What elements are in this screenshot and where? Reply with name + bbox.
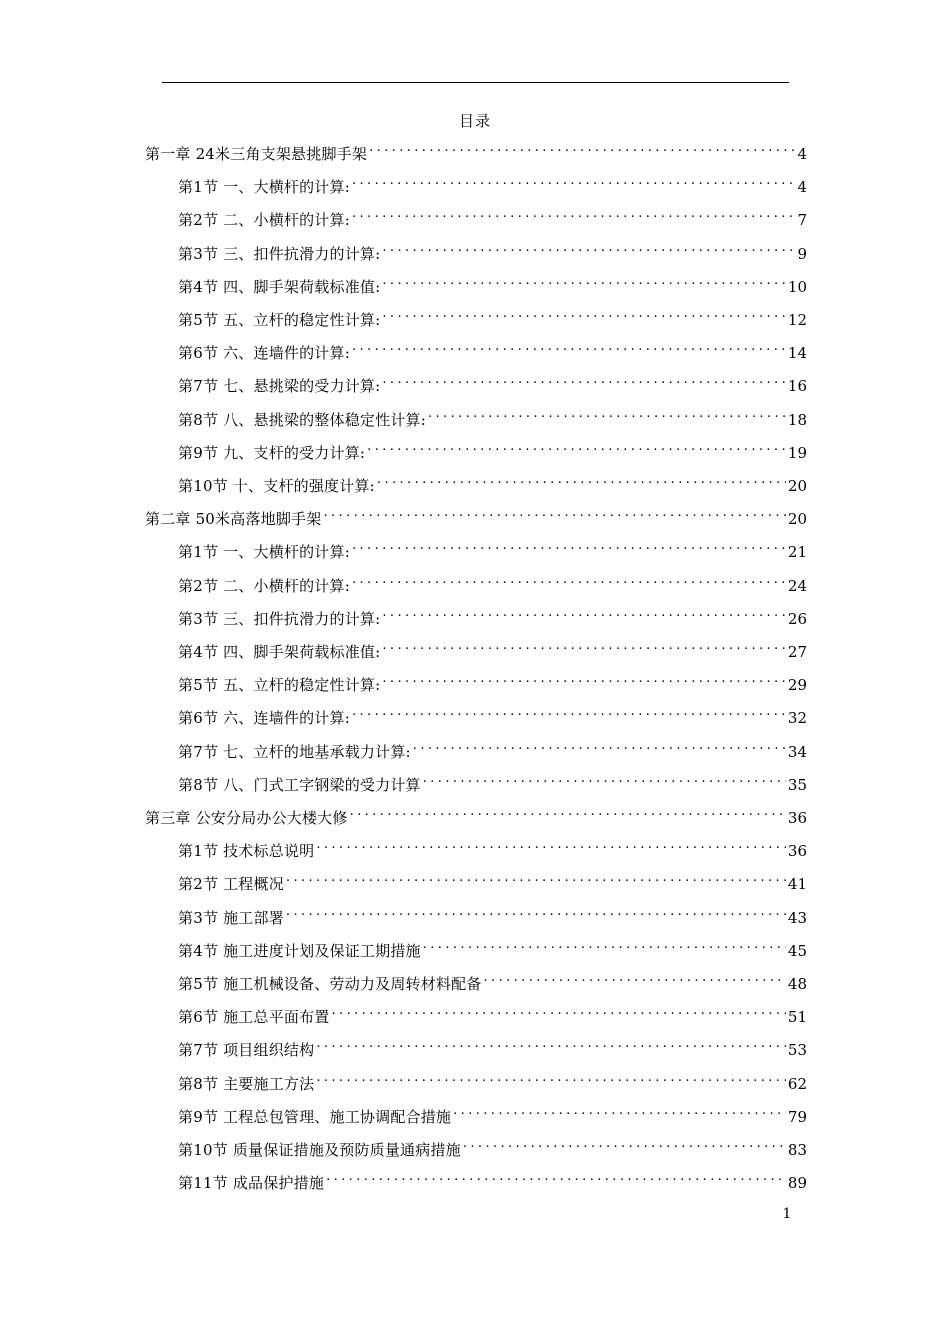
toc-dot-leader <box>352 569 786 591</box>
toc-section-entry[interactable] <box>178 867 807 893</box>
toc-dot-leader <box>323 502 785 524</box>
toc-entry-label: 第2节 工程概况 <box>178 875 284 893</box>
toc-section-entry[interactable] <box>178 535 807 561</box>
toc-entry-label: 第三章 公安分局办公大楼大修 <box>145 809 348 827</box>
toc-entry-page: 18 <box>787 411 807 429</box>
toc-section-entry[interactable] <box>178 469 807 495</box>
toc-entry-page: 9 <box>797 245 807 263</box>
toc-section-entry[interactable] <box>178 1067 807 1093</box>
toc-entry-label: 第3节 三、扣件抗滑力的计算: <box>178 245 381 263</box>
toc-entry-label: 第9节 九、支杆的受力计算: <box>178 444 366 462</box>
toc-dot-leader <box>352 170 795 192</box>
toc-entry-page: 51 <box>787 1008 807 1026</box>
toc-entry-label: 第二章 50米高落地脚手架 <box>145 510 322 528</box>
toc-dot-leader <box>332 1000 786 1022</box>
toc-dot-leader <box>453 1100 786 1122</box>
toc-dot-leader <box>382 602 786 624</box>
toc-dot-leader <box>382 369 786 391</box>
toc-section-entry[interactable] <box>178 901 807 927</box>
toc-dot-leader <box>382 635 786 657</box>
toc-dot-leader <box>316 1067 786 1089</box>
toc-entry-page: 20 <box>787 510 807 528</box>
toc-entry-page: 10 <box>787 278 807 296</box>
toc-entry-page: 48 <box>787 975 807 993</box>
page-number: 1 <box>782 1206 792 1222</box>
toc-entry-label: 第2节 二、小横杆的计算: <box>178 211 350 229</box>
toc-section-entry[interactable] <box>178 403 807 429</box>
toc-entry-label: 第6节 六、连墙件的计算: <box>178 344 350 362</box>
toc-section-entry[interactable] <box>178 1100 807 1126</box>
toc-dot-leader <box>352 203 795 225</box>
toc-entry-label: 第4节 四、脚手架荷载标准值: <box>178 278 381 296</box>
toc-entry-page: 41 <box>787 875 807 893</box>
toc-entry-page: 79 <box>787 1108 807 1126</box>
toc-section-entry[interactable] <box>178 967 807 993</box>
toc-entry-label: 第8节 八、悬挑梁的整体稳定性计算: <box>178 411 426 429</box>
toc-entry-label: 第8节 主要施工方法 <box>178 1075 315 1093</box>
toc-dot-leader <box>463 1133 786 1155</box>
toc-entry-page: 53 <box>787 1041 807 1059</box>
toc-dot-leader <box>428 403 786 425</box>
toc-dot-leader <box>352 535 786 557</box>
toc-entry-page: 19 <box>787 444 807 462</box>
toc-entry-page: 16 <box>787 377 807 395</box>
toc-dot-leader <box>350 801 786 823</box>
toc-entry-page: 20 <box>787 477 807 495</box>
toc-entry-label: 第5节 施工机械设备、劳动力及周转材料配备 <box>178 975 482 993</box>
toc-entry-label: 第8节 八、门式工字钢梁的受力计算 <box>178 776 421 794</box>
toc-dot-leader <box>382 237 795 259</box>
toc-entry-label: 第1节 技术标总说明 <box>178 842 315 860</box>
toc-dot-leader <box>377 469 786 491</box>
toc-dot-leader <box>352 336 786 358</box>
toc-section-entry[interactable] <box>178 369 807 395</box>
toc-section-entry[interactable] <box>178 735 807 761</box>
toc-entry-page: 45 <box>787 942 807 960</box>
toc-chapter-entry[interactable] <box>145 502 807 528</box>
toc-entry-page: 29 <box>787 676 807 694</box>
toc-dot-leader <box>413 735 786 757</box>
toc-chapter-entry[interactable] <box>145 801 807 827</box>
toc-dot-leader <box>316 834 786 856</box>
toc-entry-page: 32 <box>787 709 807 727</box>
toc-dot-leader <box>286 901 786 923</box>
toc-entry-label: 第4节 四、脚手架荷载标准值: <box>178 643 381 661</box>
toc-entry-page: 4 <box>797 178 807 196</box>
toc-section-entry[interactable] <box>178 602 807 628</box>
toc-entry-page: 27 <box>787 643 807 661</box>
header-rule <box>162 82 789 83</box>
toc-dot-leader <box>369 137 795 159</box>
toc-section-entry[interactable] <box>178 834 807 860</box>
toc-dot-leader <box>326 1166 786 1188</box>
toc-section-entry[interactable] <box>178 303 807 329</box>
toc-entry-label: 第10节 质量保证措施及预防质量通病措施 <box>178 1141 461 1159</box>
toc-entry-label: 第3节 施工部署 <box>178 909 284 927</box>
toc-entry-label: 第4节 施工进度计划及保证工期措施 <box>178 942 421 960</box>
toc-section-entry[interactable] <box>178 768 807 794</box>
toc-dot-leader <box>286 867 786 889</box>
toc-dot-leader <box>382 270 786 292</box>
toc-entry-label: 第7节 项目组织结构 <box>178 1041 315 1059</box>
toc-entry-label: 第6节 施工总平面布置 <box>178 1008 330 1026</box>
toc-entry-label: 第1节 一、大横杆的计算: <box>178 178 350 196</box>
toc-dot-leader <box>367 436 786 458</box>
toc-title: 目录 <box>458 112 491 130</box>
toc-section-entry[interactable] <box>178 569 807 595</box>
toc-entry-page: 62 <box>787 1075 807 1093</box>
toc-dot-leader <box>382 303 786 325</box>
toc-section-entry[interactable] <box>178 237 807 263</box>
toc-entry-label: 第一章 24米三角支架悬挑脚手架 <box>145 145 368 163</box>
toc-section-entry[interactable] <box>178 1000 807 1026</box>
toc-dot-leader <box>423 768 786 790</box>
toc-entry-label: 第5节 五、立杆的稳定性计算: <box>178 311 381 329</box>
toc-entry-page: 83 <box>787 1141 807 1159</box>
toc-entry-label: 第6节 六、连墙件的计算: <box>178 709 350 727</box>
toc-entry-page: 35 <box>787 776 807 794</box>
toc-dot-leader <box>352 701 786 723</box>
toc-section-entry[interactable] <box>178 1133 807 1159</box>
toc-section-entry[interactable] <box>178 170 807 196</box>
toc-chapter-entry[interactable] <box>145 137 807 163</box>
toc-section-entry[interactable] <box>178 934 807 960</box>
toc-section-entry[interactable] <box>178 336 807 362</box>
toc-entry-label: 第7节 七、立杆的地基承载力计算: <box>178 743 411 761</box>
toc-entry-page: 12 <box>787 311 807 329</box>
toc-dot-leader <box>484 967 786 989</box>
toc-entry-label: 第1节 一、大横杆的计算: <box>178 543 350 561</box>
toc-section-entry[interactable] <box>178 203 807 229</box>
toc-entry-label: 第2节 二、小横杆的计算: <box>178 577 350 595</box>
toc-entry-page: 26 <box>787 610 807 628</box>
toc-entry-page: 43 <box>787 909 807 927</box>
toc-section-entry[interactable] <box>178 635 807 661</box>
toc-entry-label: 第3节 三、扣件抗滑力的计算: <box>178 610 381 628</box>
toc-section-entry[interactable] <box>178 701 807 727</box>
toc-entry-label: 第5节 五、立杆的稳定性计算: <box>178 676 381 694</box>
toc-entry-page: 24 <box>787 577 807 595</box>
toc-section-entry[interactable] <box>178 1033 807 1059</box>
toc-section-entry[interactable] <box>178 270 807 296</box>
toc-entry-page: 14 <box>787 344 807 362</box>
toc-entry-label: 第11节 成品保护措施 <box>178 1174 325 1192</box>
toc-section-entry[interactable] <box>178 436 807 462</box>
toc-dot-leader <box>382 668 786 690</box>
toc-entry-page: 89 <box>787 1174 807 1192</box>
toc-dot-leader <box>423 934 786 956</box>
toc-section-entry[interactable] <box>178 1166 807 1192</box>
toc-entry-page: 21 <box>787 543 807 561</box>
toc-entry-label: 第9节 工程总包管理、施工协调配合措施 <box>178 1108 452 1126</box>
toc-entry-label: 第10节 十、支杆的强度计算: <box>178 477 375 495</box>
toc-entry-label: 第7节 七、悬挑梁的受力计算: <box>178 377 381 395</box>
toc-entry-page: 36 <box>787 842 807 860</box>
toc-entry-page: 34 <box>787 743 807 761</box>
toc-section-entry[interactable] <box>178 668 807 694</box>
toc-entry-page: 4 <box>797 145 807 163</box>
toc-dot-leader <box>316 1033 786 1055</box>
toc-entry-page: 7 <box>797 211 807 229</box>
toc-entry-page: 36 <box>787 809 807 827</box>
